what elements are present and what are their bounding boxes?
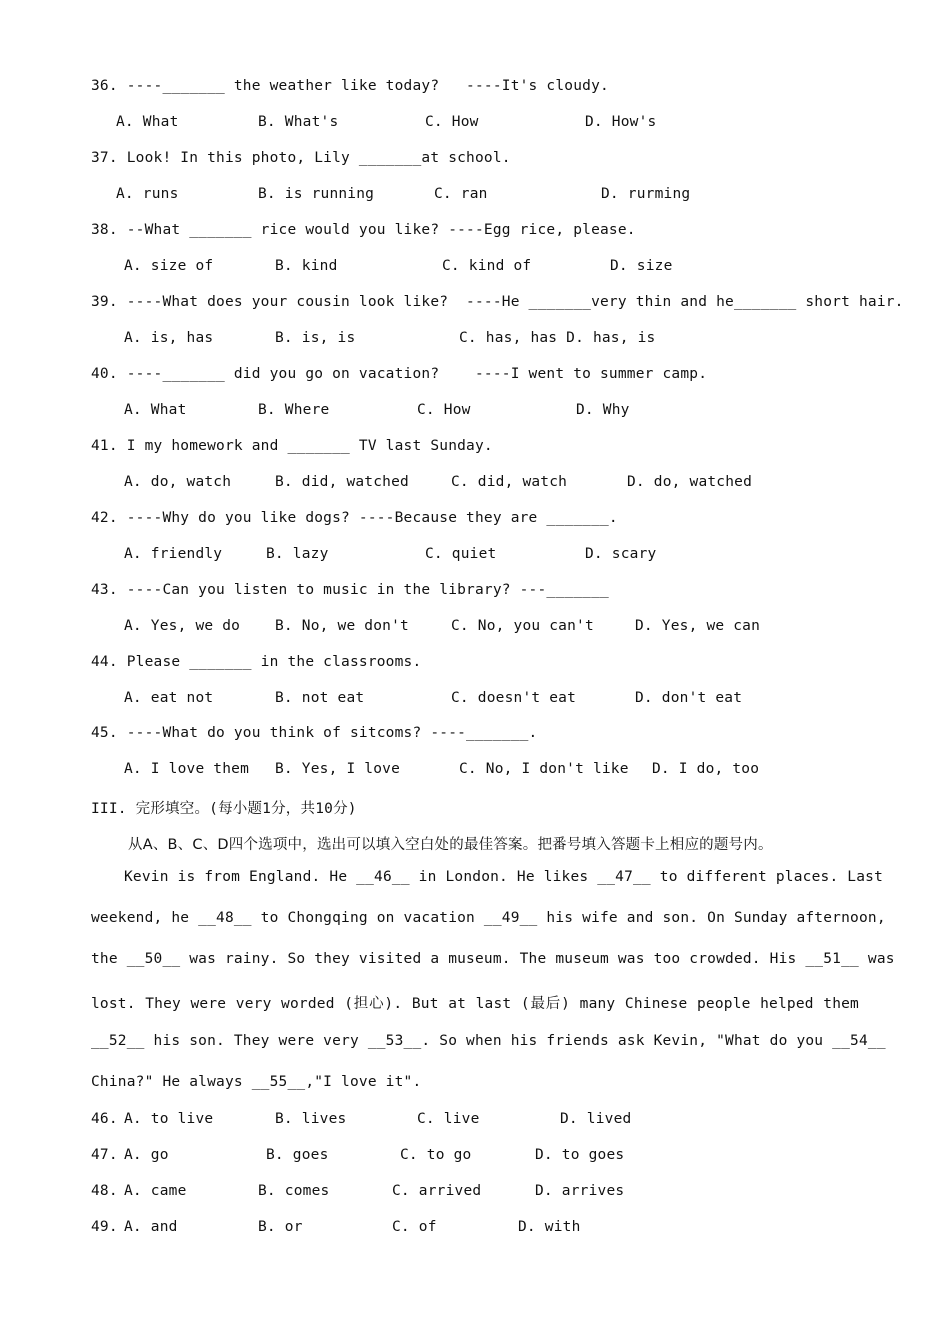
option-d: D. arrives [535, 1183, 625, 1199]
passage-line: Kevin is from England. He __46__ in London. He likes __47__ to different places. Last [124, 869, 884, 885]
question-45-options [0, 761, 950, 781]
passage-line: weekend, he __48__ to Chongqing on vacation __49__ his wife and son. On Sunday afternoon, [91, 910, 886, 926]
cloze-question-47 [0, 1147, 950, 1167]
option-b: B. lazy [266, 546, 329, 562]
option-b: B. comes [258, 1183, 330, 1199]
option-c: C. How [425, 114, 479, 130]
option-a: A. I love them [124, 761, 250, 777]
option-b: B. not eat [275, 690, 365, 706]
question-37-options [0, 186, 950, 206]
option-a: A. go [124, 1147, 169, 1163]
passage-line: __52__ his son. They were very __53__. So when his friends ask Kevin, "What do you __54__ [91, 1033, 886, 1049]
question-43-stem: 43. ----Can you listen to music in the library? ---_______ [91, 582, 609, 598]
option-c: C. How [417, 402, 471, 418]
option-b: B. What's [258, 114, 339, 130]
option-b: B. Where [258, 402, 330, 418]
question-38-options [0, 258, 950, 278]
option-c: C. ran [434, 186, 488, 202]
option-a: A. Yes, we do [124, 618, 241, 634]
option-c: C. to go [400, 1147, 472, 1163]
option-b: B. goes [266, 1147, 329, 1163]
question-number: 47. [91, 1147, 118, 1163]
option-b: B. kind [275, 258, 338, 274]
question-40-options [0, 402, 950, 422]
option-c: C. live [417, 1111, 480, 1127]
question-45-stem: 45. ----What do you think of sitcoms? ----_______. [91, 725, 538, 741]
option-c-d: C. has, has D. has, is [459, 330, 656, 346]
question-number: 48. [91, 1183, 118, 1199]
option-d: D. rurming [601, 186, 691, 202]
option-d: D. to goes [535, 1147, 625, 1163]
option-d: D. Yes, we can [635, 618, 761, 634]
section-3-title: III. 完形填空。(每小题1分，共10分) [91, 801, 357, 817]
option-c: C. of [392, 1219, 437, 1235]
option-a: A. friendly [124, 546, 223, 562]
passage-line: China?" He always __55__,"I love it". [91, 1074, 422, 1090]
question-44-stem: 44. Please _______ in the classrooms. [91, 654, 422, 670]
option-d: D. size [610, 258, 673, 274]
option-a: A. do, watch [124, 474, 232, 490]
option-d: D. scary [585, 546, 657, 562]
option-c: C. arrived [392, 1183, 482, 1199]
option-a: A. size of [124, 258, 214, 274]
question-41-options [0, 474, 950, 494]
question-39-options [0, 330, 950, 350]
option-c: C. No, I don't like [459, 761, 629, 777]
option-a: A. is, has [124, 330, 214, 346]
option-b: B. lives [275, 1111, 347, 1127]
option-c: C. did, watch [451, 474, 568, 490]
option-b: B. is running [258, 186, 375, 202]
option-a: A. runs [116, 186, 179, 202]
cloze-question-46 [0, 1111, 950, 1131]
option-c: C. quiet [425, 546, 497, 562]
cloze-question-48 [0, 1183, 950, 1203]
option-a: A. to live [124, 1111, 214, 1127]
option-d: D. How's [585, 114, 657, 130]
option-d: D. I do, too [652, 761, 760, 777]
question-42-stem: 42. ----Why do you like dogs? ----Because they are _______. [91, 510, 618, 526]
option-a: A. What [116, 114, 179, 130]
question-36-stem: 36. ----_______ the weather like today? ----It's cloudy. [91, 78, 609, 94]
question-41-stem: 41. I my homework and _______ TV last Sunday. [91, 438, 493, 454]
question-number: 49. [91, 1219, 118, 1235]
question-37-stem: 37. Look! In this photo, Lily _______at school. [91, 150, 511, 166]
option-b: B. did, watched [275, 474, 409, 490]
option-b: B. Yes, I love [275, 761, 401, 777]
question-44-options [0, 690, 950, 710]
question-38-stem: 38. --What _______ rice would you like? ----Egg rice, please. [91, 222, 636, 238]
option-d: D. do, watched [627, 474, 753, 490]
option-c: C. doesn't eat [451, 690, 577, 706]
question-40-stem: 40. ----_______ did you go on vacation? ----I went to summer camp. [91, 366, 708, 382]
option-b: B. is, is [275, 330, 356, 346]
question-number: 46. [91, 1111, 118, 1127]
option-c: C. No, you can't [451, 618, 594, 634]
section-3-instruction: 从A、B、C、D四个选项中，选出可以填入空白处的最佳答案。把番号填入答题卡上相应的题号内。 [128, 837, 773, 853]
option-d: D. with [518, 1219, 581, 1235]
question-36-options [0, 114, 950, 134]
option-d: D. Why [576, 402, 630, 418]
passage-line: the __50__ was rainy. So they visited a museum. The museum was too crowded. His __51__ was [91, 951, 895, 967]
passage-line: lost. They were very worded (担心). But at last (最后) many Chinese people helped them [91, 996, 859, 1012]
question-43-options [0, 618, 950, 638]
option-b: B. or [258, 1219, 303, 1235]
option-d: D. don't eat [635, 690, 743, 706]
option-a: A. and [124, 1219, 178, 1235]
question-39-stem: 39. ----What does your cousin look like? ----He _______very thin and he_______ short hair. [91, 294, 904, 310]
question-42-options [0, 546, 950, 566]
option-c: C. kind of [442, 258, 532, 274]
option-d: D. lived [560, 1111, 632, 1127]
option-a: A. came [124, 1183, 187, 1199]
option-a: A. eat not [124, 690, 214, 706]
option-a: A. What [124, 402, 187, 418]
cloze-question-49 [0, 1219, 950, 1239]
option-b: B. No, we don't [275, 618, 409, 634]
